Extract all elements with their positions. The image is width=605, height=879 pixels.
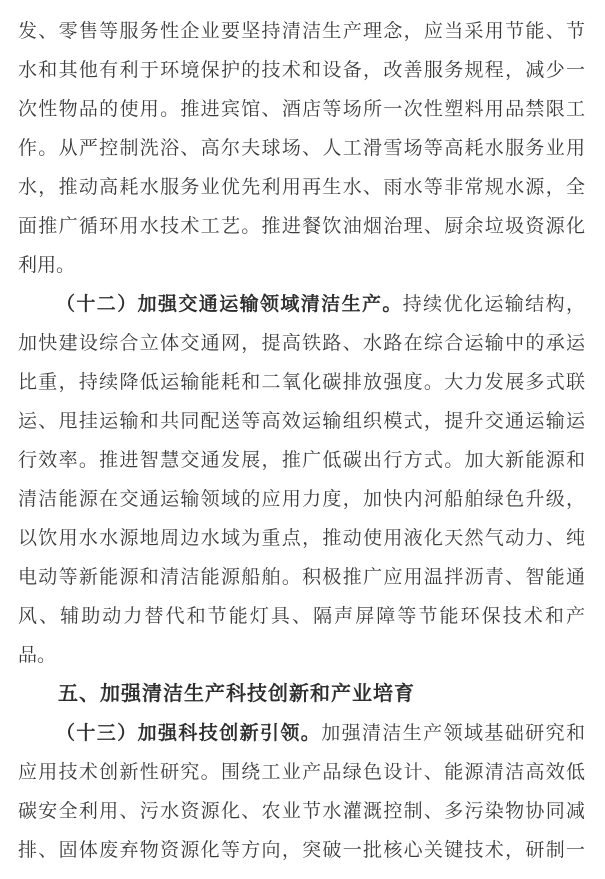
text-line [18,441,585,480]
text-line [18,324,585,363]
emphasis-text: （十三）加强科技创新引领。 [56,723,322,744]
body-text: 比重，持续降低运输能耗和二氧化碳排放强度。大力发展多式联 [18,372,585,393]
text-line [18,363,585,402]
text-line [18,168,585,207]
body-text: 水和其他有利于环境保护的技术和设备，改善服务规程，减少一 [18,60,585,81]
text-line [18,792,585,831]
body-text: 以饮用水水源地周边水域为重点，推动使用液化天然气动力、纯 [18,528,585,549]
text-line [18,831,585,870]
body-text: 发、零售等服务性企业要坚持清洁生产理念，应当采用节能、节 [18,21,585,42]
body-text: 水，推动高耗水服务业优先利用再生水、雨水等非常规水源，全 [18,177,585,198]
body-text: 应用技术创新性研究。围绕工业产品绿色设计、能源清洁高效低 [18,762,585,783]
document-body [18,12,585,870]
body-text: 运、甩挂运输和共同配送等高效运输组织模式，提升交通运输运 [18,411,585,432]
text-line [18,558,585,597]
emphasis-text: （十二）加强交通运输领域清洁生产。 [56,294,403,315]
text-line [18,246,585,285]
body-text: 持续优化运输结构， [402,294,585,315]
text-line [18,480,585,519]
text-line [18,636,585,675]
text-line [18,90,585,129]
body-text: 加快建设综合立体交通网，提高铁路、水路在综合运输中的承运 [18,333,585,354]
body-text: 排、固体废弃物资源化等方向，突破一批核心关键技术，研制一 [18,840,585,861]
text-line [18,51,585,90]
emphasis-text: 五、加强清洁生产科技创新和产业培育 [58,683,415,705]
text-line [18,597,585,636]
text-line [18,207,585,246]
body-text: 利用。 [18,255,76,276]
body-text: 品。 [18,645,57,666]
text-line [18,285,585,324]
text-line [18,129,585,168]
body-text: 加强清洁生产领域基础研究和 [321,723,585,744]
body-text: 碳安全利用、污水资源化、农业节水灌溉控制、多污染物协同减 [18,801,585,822]
body-text: 风、辅助动力替代和节能灯具、隔声屏障等节能环保技术和产 [18,606,585,627]
text-line [18,402,585,441]
body-text: 清洁能源在交通运输领域的应用力度，加快内河船舶绿色升级， [18,489,585,510]
body-text: 次性物品的使用。推进宾馆、酒店等场所一次性塑料用品禁限工 [18,99,585,120]
body-text: 作。从严控制洗浴、高尔夫球场、人工滑雪场等高耗水服务业用 [18,138,585,159]
text-line [18,714,585,753]
text-line [18,519,585,558]
section-heading [18,675,585,714]
body-text: 面推广循环用水技术工艺。推进餐饮油烟治理、厨余垃圾资源化 [18,216,585,237]
body-text: 电动等新能源和清洁能源船舶。积极推广应用温拌沥青、智能通 [18,567,585,588]
text-line [18,12,585,51]
body-text: 行效率。推进智慧交通发展，推广低碳出行方式。加大新能源和 [18,450,585,471]
text-line [18,753,585,792]
